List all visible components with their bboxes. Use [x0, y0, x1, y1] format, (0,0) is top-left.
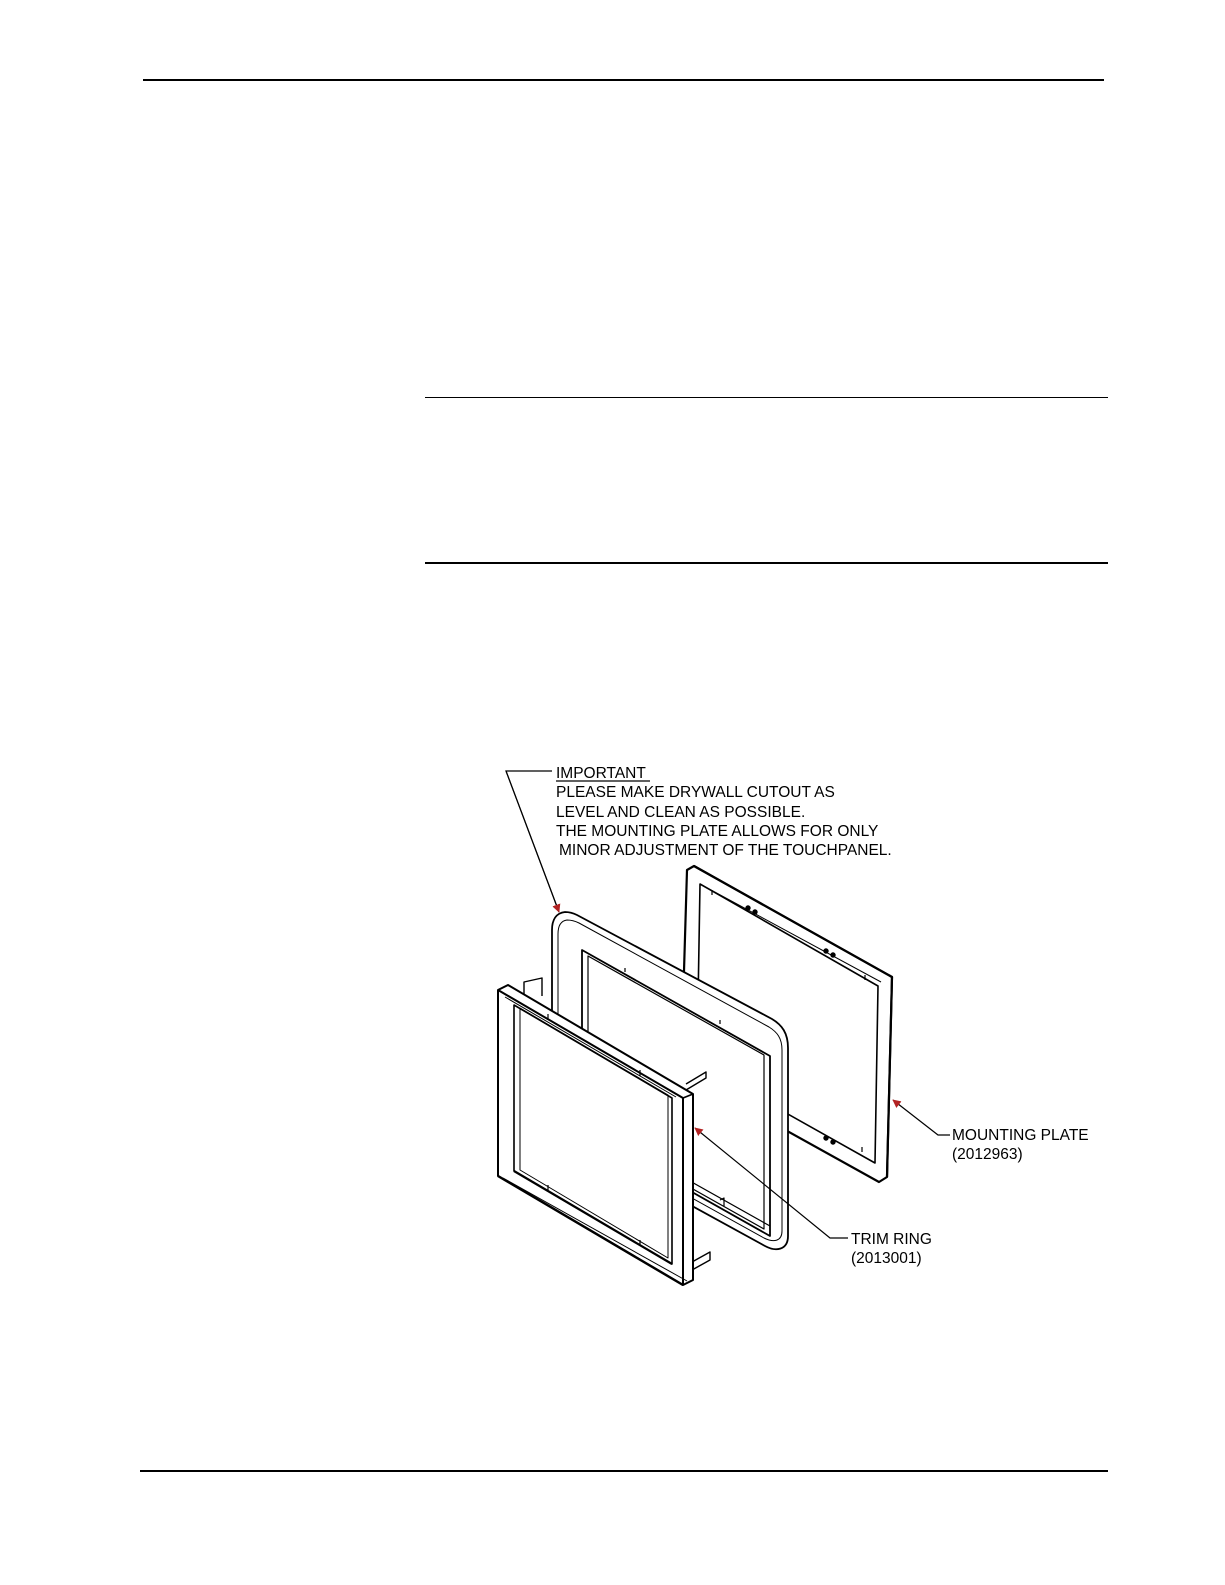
mounting-plate-label [952, 1127, 1089, 1163]
important-leader [506, 771, 559, 912]
trim-ring-name: TRIM RING [851, 1231, 932, 1248]
mounting-plate-name: MOUNTING PLATE [952, 1127, 1089, 1144]
trim-ring-part-number: (2013001) [851, 1250, 922, 1267]
mounting-plate-part-number: (2012963) [952, 1146, 1023, 1163]
trim-ring-label [851, 1231, 932, 1267]
note-line-1: PLEASE MAKE DRYWALL CUTOUT AS [556, 784, 835, 801]
note-line-3: THE MOUNTING PLATE ALLOWS FOR ONLY [556, 823, 879, 840]
important-note [556, 765, 892, 859]
mounting-plate-leader [893, 1100, 950, 1135]
note-line-2: LEVEL AND CLEAN AS POSSIBLE. [556, 804, 806, 821]
note-line-4: MINOR ADJUSTMENT OF THE TOUCHPANEL. [559, 842, 892, 859]
note-heading: IMPORTANT [556, 765, 646, 782]
